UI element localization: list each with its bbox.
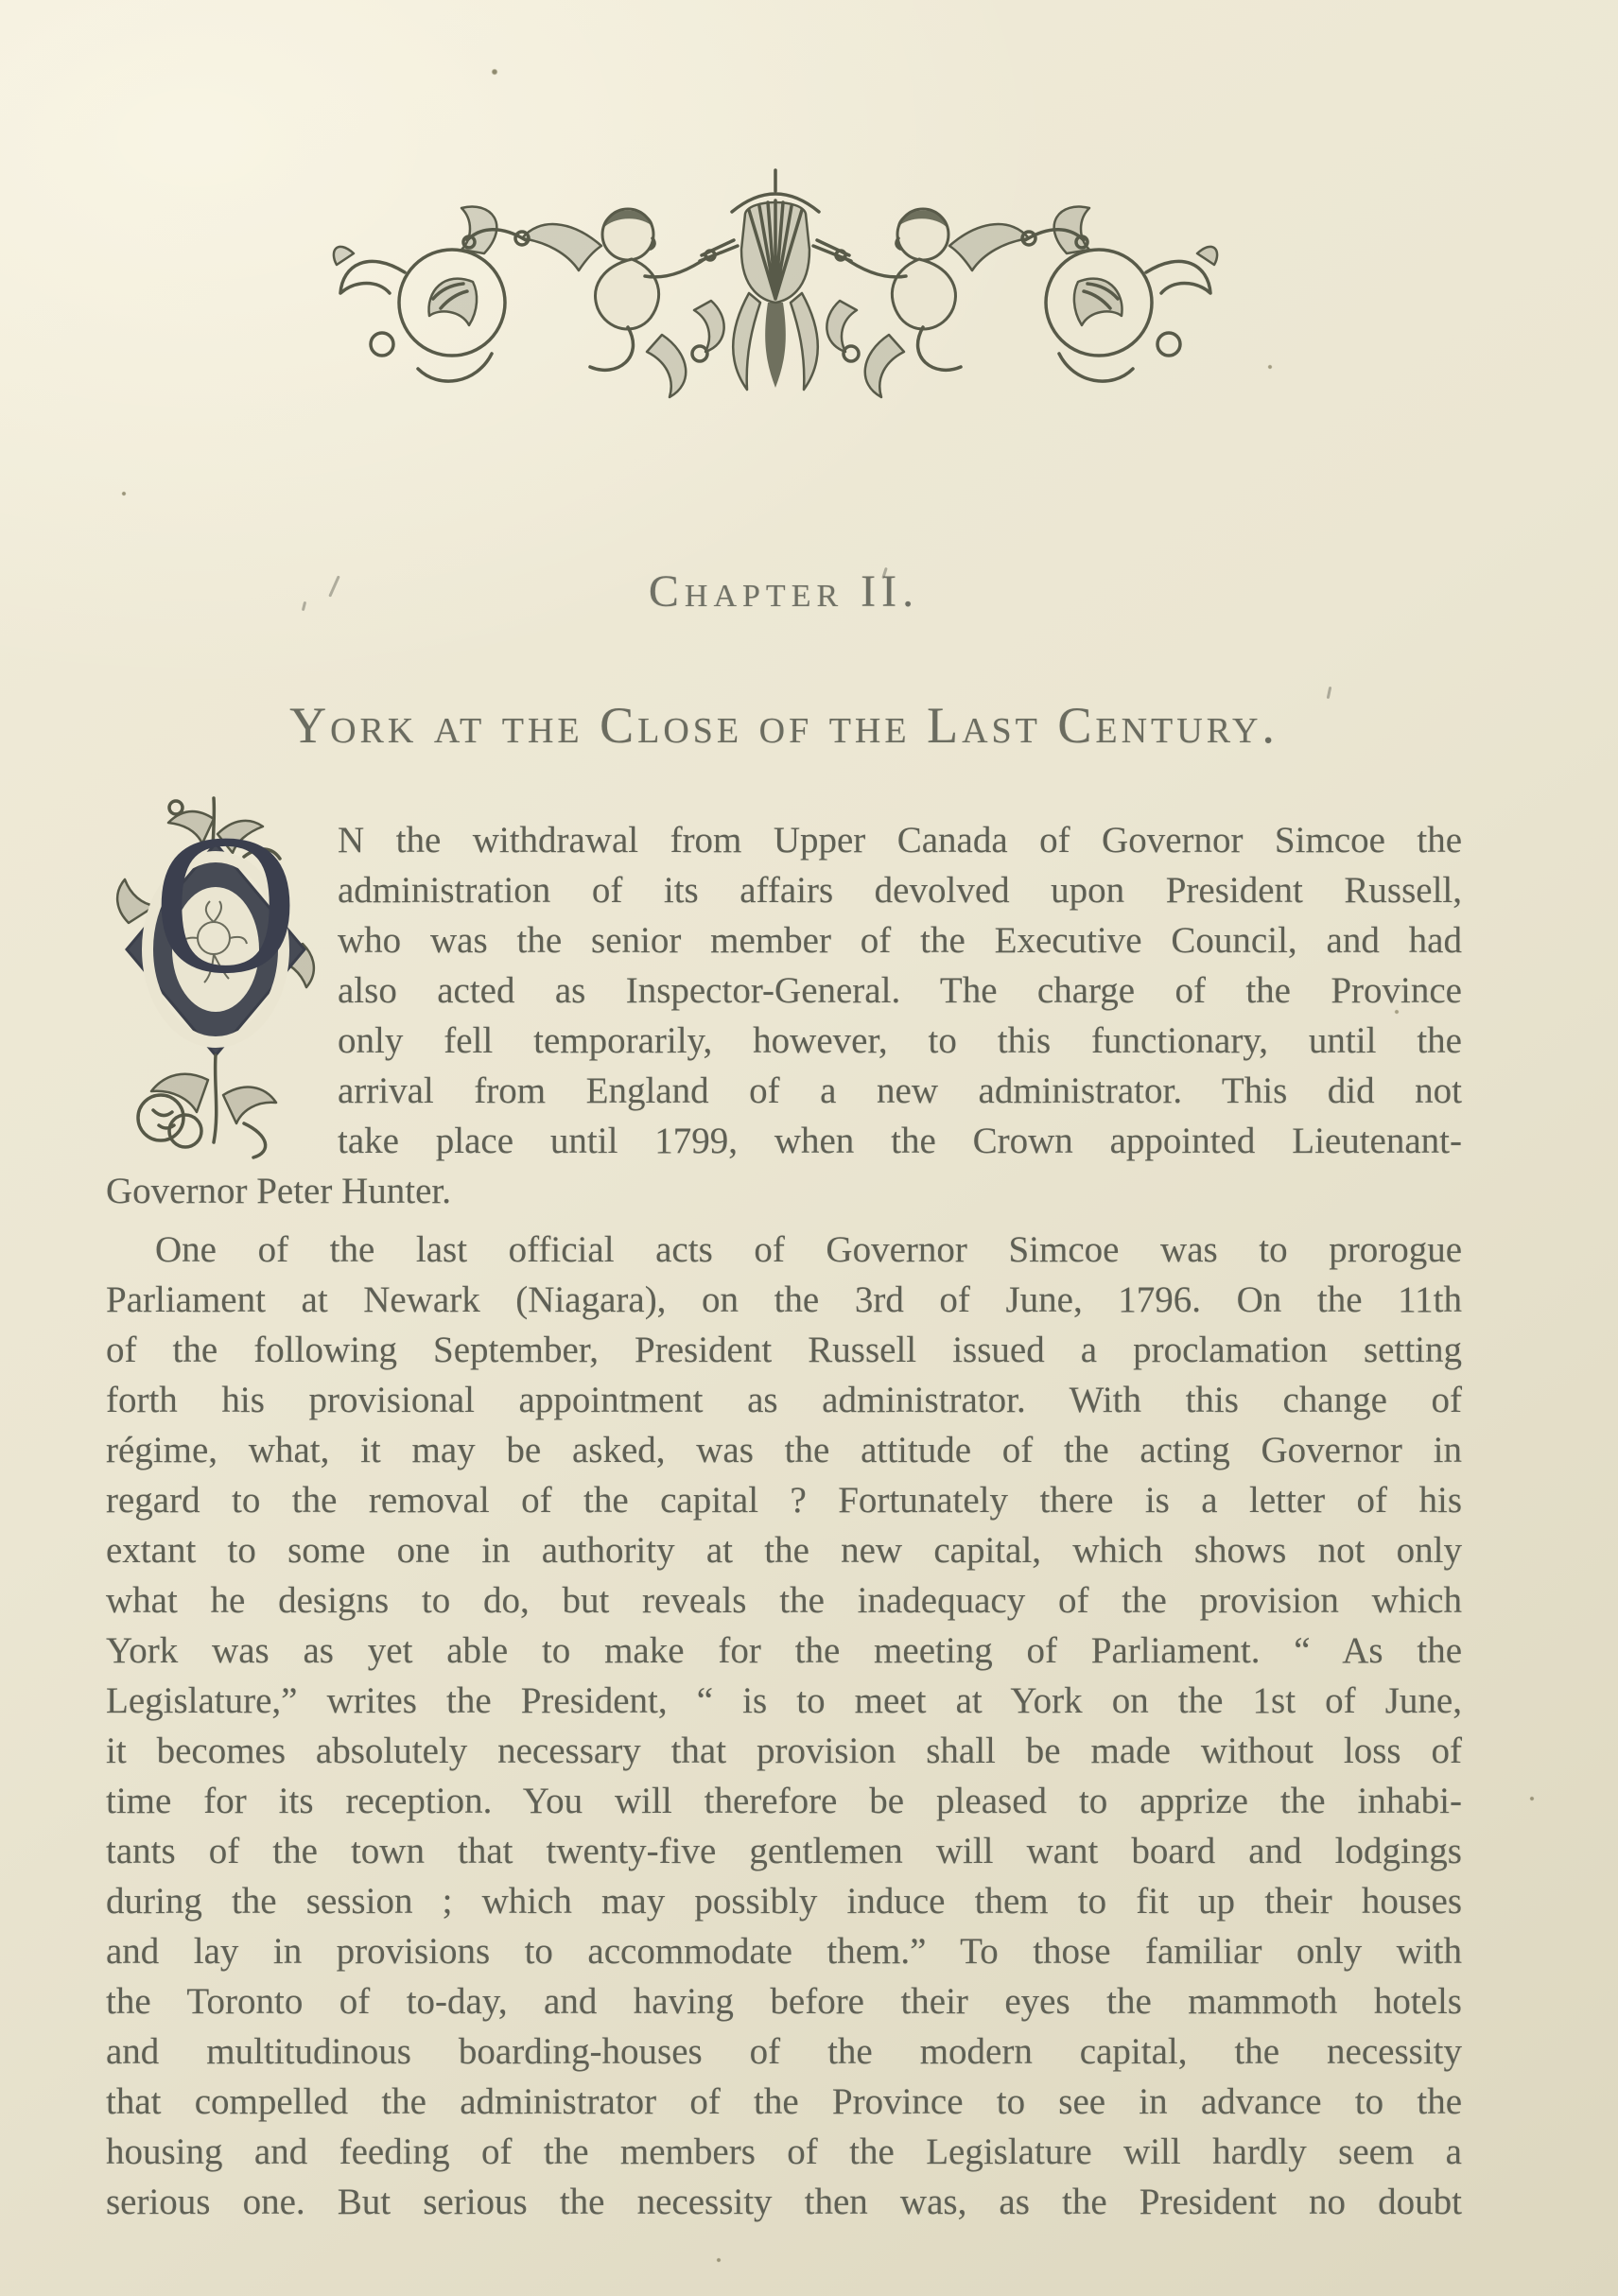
text-line: time for its reception. You will therefore be pleased to apprize the inhabi- xyxy=(106,1781,1462,1821)
text-line: that compelled the administrator of the Province to see in advance to the xyxy=(106,2081,1462,2122)
text-line: of the following September, President Russell issued a proclamation setting xyxy=(106,1330,1462,1370)
text-line: Parliament at Newark (Niagara), on the 3rd of June, 1796. On the 11th xyxy=(106,1279,1462,1320)
headpiece-cherub-ornament xyxy=(322,159,1229,401)
text-line: housing and feeding of the members of the Legislature will hardly seem a xyxy=(106,2131,1462,2172)
chapter-heading: Chapter II. xyxy=(648,566,920,617)
paragraph xyxy=(106,792,1462,1216)
text-line: arrival from England of a new administrator. This did not xyxy=(338,1070,1462,1111)
scan-artifact-mark xyxy=(1327,687,1332,699)
text-line: One of the last official acts of Governor Simcoe was to prorogue xyxy=(155,1229,1462,1270)
text-line: who was the senior member of the Executive Council, and had xyxy=(338,920,1462,961)
text-line: tants of the town that twenty-five gentlemen will want board and lodgings xyxy=(106,1831,1462,1871)
text-line: the Toronto of to-day, and having before their eyes the mammoth hotels xyxy=(106,1981,1462,2022)
text-line: regard to the removal of the capital ? Fortunately there is a letter of his xyxy=(106,1480,1462,1521)
text-line: extant to some one in authority at the new capital, which shows not only xyxy=(106,1530,1462,1571)
drop-cap-letter: O xyxy=(153,792,299,1015)
drop-cap xyxy=(106,792,309,1166)
text-block xyxy=(106,792,1462,2227)
text-line: and multitudinous boarding-houses of the modern capital, the necessity xyxy=(106,2031,1462,2072)
text-line: take place until 1799, when the Crown appointed Lieutenant- xyxy=(338,1121,1462,1161)
paragraph xyxy=(106,1225,1462,2227)
text-line: York was as yet able to make for the meeting of Parliament. “ As the xyxy=(106,1630,1462,1671)
text-line: also acted as Inspector-General. The charge of the Province xyxy=(338,970,1462,1011)
text-line: administration of its affairs devolved upon President Russell, xyxy=(338,870,1462,911)
text-line: Governor Peter Hunter. xyxy=(106,1171,451,1211)
text-line: only fell temporarily, however, to this functionary, until the xyxy=(338,1020,1462,1061)
text-line: and lay in provisions to accommodate them.” To those familiar only with xyxy=(106,1931,1462,1972)
text-line: serious one. But serious the necessity then was, as the President no doubt xyxy=(106,2182,1462,2222)
text-line: régime, what, it may be asked, was the attitude of the acting Governor in xyxy=(106,1430,1462,1470)
text-line: forth his provisional appointment as administrator. With this change of xyxy=(106,1380,1462,1420)
text-line: during the session ; which may possibly induce them to fit up their houses xyxy=(106,1881,1462,1922)
text-line: what he designs to do, but reveals the inadequacy of the provision which xyxy=(106,1580,1462,1621)
text-line: Legislature,” writes the President, “ is to meet at York on the 1st of June, xyxy=(106,1680,1462,1721)
text-line: N the withdrawal from Upper Canada of Governor Simcoe the xyxy=(338,820,1462,861)
text-line: it becomes absolutely necessary that provision shall be made without loss of xyxy=(106,1731,1462,1771)
section-title: York at the Close of the Last Century. xyxy=(289,697,1279,754)
